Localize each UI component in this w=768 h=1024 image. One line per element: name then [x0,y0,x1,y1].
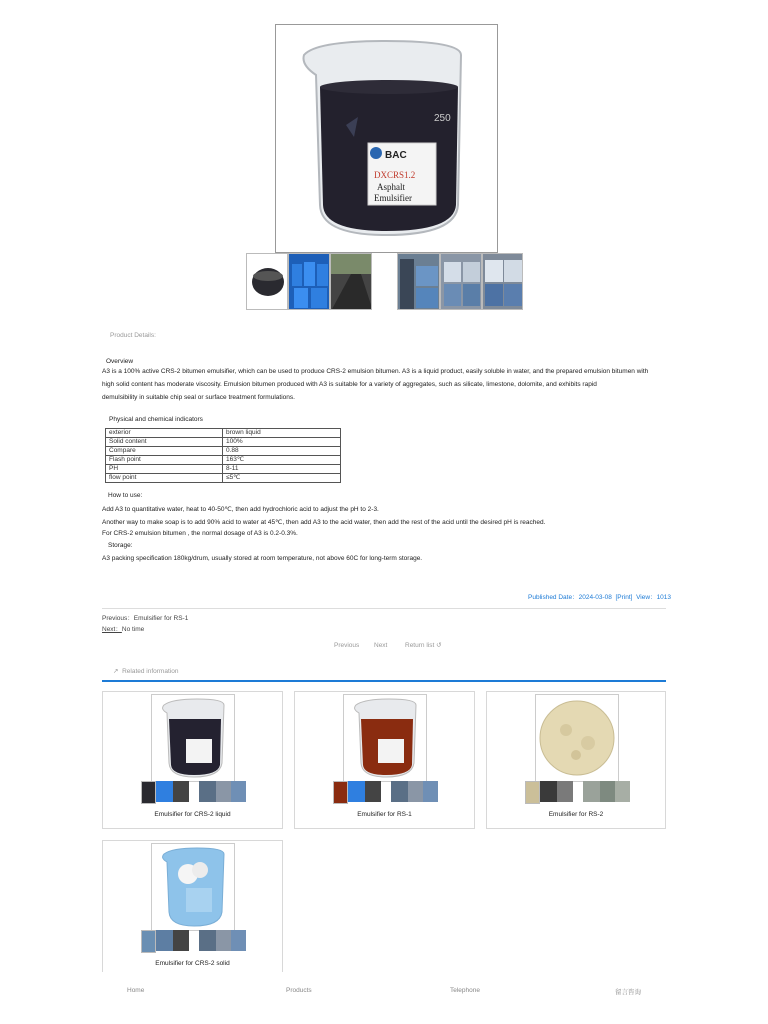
indicator-row [106,474,341,483]
footer-message[interactable]: 留言咨询 [615,989,641,996]
thumbnail-beaker[interactable] [246,253,288,310]
indicator-row [106,465,341,474]
label-code: DXCRS1.2 [374,170,416,180]
thumbnail-warehouse-2[interactable] [440,253,482,310]
indicator-row [106,456,341,465]
indicator-value: 163℃ [223,456,341,465]
indicator-value: 0.88 [223,447,341,456]
previous-label: Previous： [102,615,134,622]
overview-heading: Overview [106,358,134,365]
related-card-2[interactable] [294,691,475,829]
card-3-caption[interactable]: Emulsifier for RS-2 [548,811,604,818]
return-list-label: Return list [405,642,435,649]
divider [102,608,666,609]
next-label: Next： [102,626,122,633]
related-underline [102,680,666,682]
thumbnail-drums[interactable] [288,253,330,310]
card-2-caption[interactable]: Emulsifier for RS-1 [357,811,412,818]
related-title: Related information [122,668,179,675]
published-label: Published Date： [528,594,579,601]
thumbnail-warehouse-1[interactable] [397,253,440,310]
view-label: View： [636,594,657,601]
howto-line-1: Add A3 to quantitative water, heat to 40-50℃, then add hydrochloric acid to adjust the pH to 2-3. [102,506,379,513]
view-count: 1013 [656,594,672,601]
indicator-key: exterior [106,429,223,438]
overview-line-3: demulsibility in suitable chip seal or surface treatment formulations. [102,394,295,401]
card-2-image [343,694,427,782]
howto-heading: How to use: [108,492,143,499]
next-button[interactable]: Next [374,642,388,649]
indicator-key: PH [106,465,223,474]
thumbnail-warehouse-3[interactable] [482,253,523,310]
card-1-thumbnails [141,781,246,804]
card-1-caption[interactable]: Emulsifier for CRS-2 liquid [154,811,231,818]
indicator-value: ≤5℃ [223,474,341,483]
label-line2: Emulsifier [374,193,412,203]
thumbnail-road[interactable] [330,253,372,310]
indicator-row [106,447,341,456]
indicator-key: Flash point [106,456,223,465]
card-3-thumbnails [525,781,630,804]
card-4-caption[interactable]: Emulsifier for CRS-2 solid [155,960,230,967]
card-2-thumbnails [333,781,438,804]
return-icon: ↺ [436,642,442,649]
section-title: Product Details: [110,332,156,339]
overview-line-1: A3 is a 100% active CRS-2 bitumen emulsifier, which can be used to produce CRS-2 emulsion bitumen. A3 is a liquid product, easily soluble in water, and the prepared emulsion bitumen with [102,368,649,375]
related-card-4[interactable] [102,840,283,972]
indicator-key: flow point [106,474,223,483]
indicators-heading: Physical and chemical indicators [109,416,203,423]
indicator-value: 8-11 [223,465,341,474]
published-date: 2024-03-08 [578,594,612,601]
howto-line-3: For CRS-2 emulsion bitumen , the normal dosage of A3 is 0.2-0.3%. [102,530,298,537]
indicator-value: brown liquid [223,429,341,438]
previous-button[interactable]: Previous [334,642,360,649]
indicator-key: Solid content [106,438,223,447]
beaker-mark: 250 [434,113,451,124]
previous-article[interactable] [102,615,188,623]
indicator-row [106,438,341,447]
related-card-3[interactable] [486,691,666,829]
footer-telephone[interactable]: Telephone [450,987,480,994]
next-title: No time [121,626,145,633]
hero-thumbnail-row [246,253,523,310]
beaker-image [276,25,497,252]
card-1-image [151,694,235,782]
related-card-1[interactable] [102,691,283,829]
card-3-image [535,694,619,782]
previous-title[interactable]: Emulsifier for RS-1 [133,615,189,622]
indicator-row [106,429,341,438]
label-brand: BAC [385,150,407,161]
overview-line-2: high solid content has moderate viscosity. Emulsion bitumen produced with A3 is suitable for a variety of aggregates, such as silicate, limestone, dolomite, and exhibits rapid [102,381,597,388]
footer-home[interactable]: Home [127,987,145,994]
publish-meta [528,594,671,602]
return-list-button[interactable] [405,642,442,650]
indicator-value: 100% [223,438,341,447]
related-header [113,668,178,676]
card-4-thumbnails [141,930,246,953]
indicators-table [105,428,341,483]
card-4-image [151,843,235,931]
storage-line-1: A3 packing specification 180kg/drum, usually stored at room temperature, not above 60C for long-term storage. [102,555,423,562]
footer-products[interactable]: Products [286,987,312,994]
external-link-icon: ↗ [113,668,119,675]
next-article [102,626,144,634]
indicator-key: Compare [106,447,223,456]
storage-heading: Storage: [108,542,133,549]
label-line1: Asphalt [377,182,405,192]
howto-line-2: Another way to make soap is to add 90% acid to water at 45℃, then add A3 to the acid water, then add the rest of the acid until the desired pH is reached. [102,519,546,526]
product-main-image[interactable] [275,24,498,253]
print-link[interactable]: [Print] [615,594,633,601]
